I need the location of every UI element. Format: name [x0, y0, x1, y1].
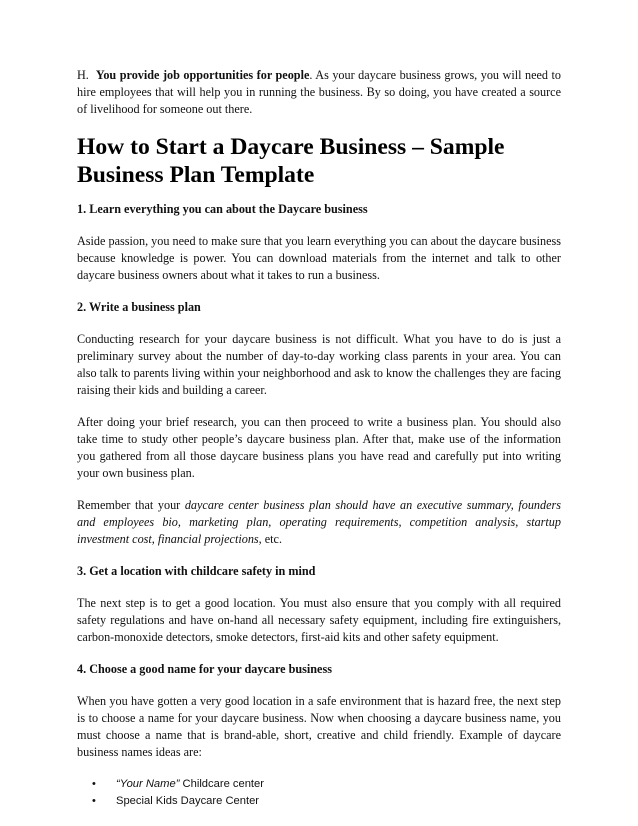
- list-item-italic: “Your Name”: [116, 778, 180, 790]
- section-2-paragraph-1: Conducting research for your daycare business is not difficult. What you have to do is just a preliminary survey about the number of day-to-day working class parents in your area. You can also talk to parents living within your neighborhood and ask to know the challenges they are facing raising their kids and building a career.: [77, 332, 561, 397]
- section-1-heading: 1. Learn everything you can about the Daycare business: [77, 202, 368, 216]
- intro-label: H.: [77, 68, 89, 82]
- remember-lead: Remember that your: [77, 498, 185, 512]
- intro-paragraph: [77, 67, 561, 118]
- intro-bold: You provide job opportunities for people: [95, 68, 310, 82]
- remember-tail: , etc.: [258, 532, 283, 546]
- list-item-text: Childcare center: [179, 778, 264, 790]
- name-ideas-list: [77, 776, 561, 810]
- section-3-heading: 3. Get a location with childcare safety in mind: [77, 564, 316, 578]
- section-4-paragraph: When you have gotten a very good location in a safe environment that is hazard free, the next step is to choose a name for your daycare business. Now when choosing a daycare business name, you must choose a name that is brand-able, short, creative and child friendly. Example of daycare business names ideas are:: [77, 694, 561, 759]
- section-2-remember-paragraph: [77, 497, 561, 548]
- document-page: [77, 67, 561, 810]
- bullet-icon: [92, 793, 116, 810]
- intro-text: . As your daycare business grows, you will need to hire employees that will help you in running the business. By so doing, you have created a source of livelihood for someone out there.: [77, 68, 562, 116]
- section-3-paragraph: The next step is to get a good location. You must also ensure that you comply with all required safety regulations and have on-hand all necessary safety equipment, including fire extinguishers, carbon-monoxide detectors, smoke detectors, first-aid kits and other safety equipment.: [77, 596, 561, 644]
- section-4-heading: 4. Choose a good name for your daycare business: [77, 662, 332, 676]
- list-item-text: Special Kids Daycare Center: [116, 795, 260, 807]
- section-2-heading: 2. Write a business plan: [77, 300, 201, 314]
- list-item: [92, 793, 561, 810]
- section-2-paragraph-2: After doing your brief research, you can then proceed to write a business plan. You should also take time to study other people’s daycare business plan. After that, make use of the information you gathered from all those daycare business plans you have read and carefully put into writing your own business plan.: [77, 415, 561, 480]
- list-item: [92, 776, 561, 793]
- remember-italic: daycare center business plan should have an executive summary, founders and employees bio, marketing plan, operating requirements, competition analysis, startup investment cost, financial projections: [77, 498, 561, 546]
- bullet-icon: [92, 776, 116, 793]
- page-title: How to Start a Daycare Business – Sample Business Plan Template: [77, 134, 505, 188]
- section-1-paragraph: Aside passion, you need to make sure that you learn everything you can about the daycare business because knowledge is power. You can download materials from the internet and talk to other daycare business owners about what it takes to run a business.: [77, 234, 561, 282]
